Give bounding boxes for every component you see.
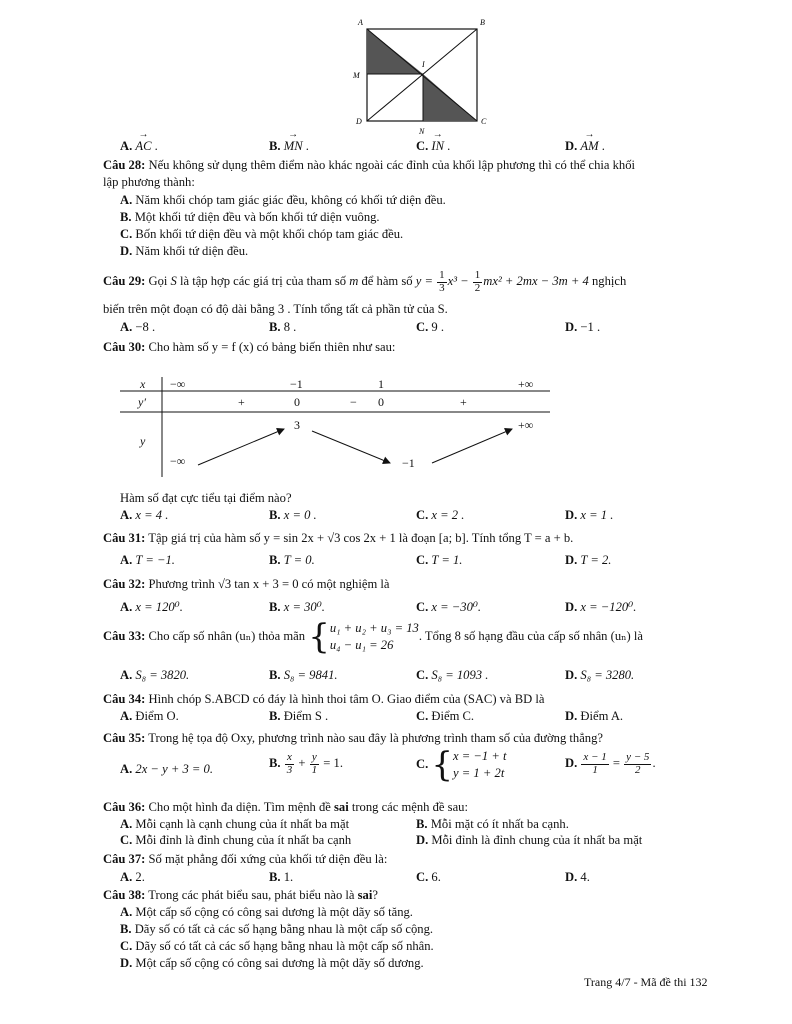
q32-options bbox=[0, 599, 792, 615]
q34-option-a[interactable]: A. Điểm O. bbox=[120, 709, 179, 723]
q29-option-c[interactable]: C. 9 . bbox=[416, 320, 444, 334]
q34-stem: Câu 34: Hình chóp S.ABCD có đáy là hình thoi tâm O. Giao điểm của (SAC) và BD là bbox=[103, 692, 545, 706]
q37-stem: Câu 37: Số mặt phẳng đối xứng của khối tứ diện đều là: bbox=[103, 852, 388, 866]
q32-option-c[interactable]: C. x = −30⁰. bbox=[416, 600, 482, 614]
q29-option-a[interactable]: A. −8 . bbox=[120, 320, 156, 334]
x-pos-inf: +∞ bbox=[518, 377, 534, 391]
x-label: x bbox=[140, 377, 146, 391]
q31-option-b[interactable]: B. T = 0. bbox=[269, 553, 315, 567]
q29-options bbox=[0, 320, 792, 336]
q37-option-d[interactable]: D. 4. bbox=[565, 870, 590, 884]
q36-option-c[interactable]: C. Mỗi đỉnh là đỉnh chung của ít nhất ba cạnh bbox=[120, 833, 352, 847]
variation-table bbox=[120, 377, 560, 477]
q29-stem-line2: biến trên một đoạn có độ dài bằng 3 . Tính tổng tất cả phần tử của S. bbox=[103, 302, 448, 316]
x-neg-inf: −∞ bbox=[170, 377, 186, 391]
q28-option-c[interactable]: C. Bốn khối tứ diện đều và một khối chóp tam giác đều. bbox=[120, 227, 404, 241]
q31-option-d[interactable]: D. T = 2. bbox=[565, 553, 612, 567]
q34-option-d[interactable]: D. Điểm A. bbox=[565, 709, 624, 723]
q33-option-d[interactable]: D. S₈ = 3280. bbox=[565, 668, 635, 682]
q29-option-d[interactable]: D. −1 . bbox=[565, 320, 601, 334]
q35-option-d[interactable]: D. $\frac{x - 1}{1}$ = $\frac{y - 5}{2}$ . bbox=[565, 751, 656, 776]
q29-stem: Câu 29: Gọi S là tập hợp các giá trị của tham số m để hàm số y = $\frac{1}{3}$ x³ − $\frac{1}{2}$ mx² + 2mx − 3m + 4 nghịch bbox=[103, 269, 627, 294]
q37-option-c[interactable]: C. 6. bbox=[416, 870, 441, 884]
q27-option-c[interactable]: C. → IN . bbox=[416, 139, 450, 154]
q34-option-b[interactable]: B. Điểm S . bbox=[269, 709, 329, 723]
q38-option-a[interactable]: A. Một cấp số cộng có công sai dương là một dãy số tăng. bbox=[120, 905, 413, 919]
q33-options bbox=[0, 668, 792, 684]
q28-option-a[interactable]: A. Năm khối chóp tam giác giác đều, không có khối tứ diện đều. bbox=[120, 193, 446, 207]
q34-options bbox=[0, 709, 792, 725]
q35-option-a[interactable]: A. 2x − y + 3 = 0. bbox=[120, 762, 214, 776]
q31-option-c[interactable]: C. T = 1. bbox=[416, 553, 463, 567]
q32-option-a[interactable]: A. x = 120⁰. bbox=[120, 600, 183, 614]
q28-stem: Câu 28: Nếu không sử dụng thêm điểm nào khác ngoài các đỉnh của khối lập phương thì có thể chia khối bbox=[103, 158, 636, 172]
q36-option-d[interactable]: D. Mỗi đỉnh là đỉnh chung của ít nhất ba mặt bbox=[416, 833, 643, 847]
q31-options bbox=[0, 553, 792, 569]
q29-option-b[interactable]: B. 8 . bbox=[269, 320, 297, 334]
q38-stem: Câu 38: Trong các phát biểu sau, phát biểu nào là sai? bbox=[103, 888, 378, 902]
q35-options bbox=[0, 745, 792, 792]
label-C: C bbox=[481, 117, 487, 126]
label-B: B bbox=[480, 18, 485, 27]
q34-option-c[interactable]: C. Điểm C. bbox=[416, 709, 475, 723]
q38-option-c[interactable]: C. Dãy số có tất cả các số hạng bằng nhau là một cấp số nhân. bbox=[120, 939, 434, 953]
q30-options bbox=[0, 508, 792, 524]
yp-plus-2: + bbox=[460, 395, 467, 409]
y-label: y bbox=[140, 434, 146, 448]
q33-option-c[interactable]: C. S₈ = 1093 . bbox=[416, 668, 489, 682]
arrow-down bbox=[312, 431, 390, 463]
arrow-up-2 bbox=[432, 429, 512, 463]
q27-option-d[interactable]: D. → AM . bbox=[565, 139, 605, 154]
q27-option-b[interactable]: B. → MN . bbox=[269, 139, 309, 154]
y-pos-inf: +∞ bbox=[518, 418, 534, 432]
q36-stem: Câu 36: Cho một hình đa diện. Tìm mệnh đề sai trong các mệnh đề sau: bbox=[103, 800, 468, 814]
q32-option-b[interactable]: B. x = 30⁰. bbox=[269, 600, 325, 614]
q32-stem: Câu 32: Phương trình √3 tan x + 3 = 0 có một nghiệm là bbox=[103, 577, 390, 591]
q30-stem: Câu 30: Cho hàm số y = f (x) có bảng biến thiên như sau: bbox=[103, 340, 396, 354]
q31-stem: Câu 31: Tập giá trị của hàm số y = sin 2x + √3 cos 2x + 1 là đoạn [a; b]. Tính tổng T = a + b. bbox=[103, 531, 574, 545]
q27-options bbox=[0, 139, 792, 155]
q37-options bbox=[0, 870, 792, 886]
label-D: D bbox=[356, 117, 362, 126]
q38-option-b[interactable]: B. Dãy số có tất cả các số hạng bằng nhau là một cấp số cộng. bbox=[120, 922, 434, 936]
y-max-3: 3 bbox=[294, 418, 300, 432]
q28-option-d[interactable]: D. Năm khối tứ diện đều. bbox=[120, 244, 249, 258]
y-min-minus-one: −1 bbox=[402, 456, 415, 470]
q35-stem: Câu 35: Trong hệ tọa độ Oxy, phương trình nào sau đây là phương trình tham số của đường thẳng? bbox=[103, 731, 603, 745]
yp-zero-2: 0 bbox=[378, 395, 384, 409]
q30-option-d[interactable]: D. x = 1 . bbox=[565, 508, 614, 522]
q30-option-a[interactable]: A. x = 4 . bbox=[120, 508, 169, 522]
yp-plus-1: + bbox=[238, 395, 245, 409]
q33-option-a[interactable]: A. S₈ = 3820. bbox=[120, 668, 190, 682]
q35-option-b[interactable]: B. $\frac{x}{3}$ + $\frac{y}{1}$ = 1. bbox=[269, 751, 343, 776]
q28-stem-line2: lập phương thành: bbox=[103, 175, 195, 189]
q28-option-b[interactable]: B. Một khối tứ diện đều và bốn khối tứ diện vuông. bbox=[120, 210, 380, 224]
q31-option-a[interactable]: A. T = −1. bbox=[120, 553, 175, 567]
q36-option-a[interactable]: A. Mỗi cạnh là cạnh chung của ít nhất ba mặt bbox=[120, 817, 350, 831]
q27-option-a[interactable]: A. → AC . bbox=[120, 139, 158, 154]
q37-option-b[interactable]: B. 1. bbox=[269, 870, 294, 884]
q32-option-d[interactable]: D. x = −120⁰. bbox=[565, 600, 637, 614]
arrow-up-1 bbox=[198, 429, 284, 465]
label-M: M bbox=[353, 71, 360, 80]
y-neg-inf: −∞ bbox=[170, 454, 186, 468]
x-minus-one: −1 bbox=[290, 377, 303, 391]
label-I: I bbox=[422, 60, 425, 69]
yp-zero-1: 0 bbox=[294, 395, 300, 409]
label-A: A bbox=[358, 18, 363, 27]
q30-question: Hàm số đạt cực tiểu tại điểm nào? bbox=[120, 491, 292, 505]
page-footer: Trang 4/7 - Mã đề thi 132 bbox=[584, 975, 708, 989]
x-one: 1 bbox=[378, 377, 384, 391]
q37-option-a[interactable]: A. 2. bbox=[120, 870, 145, 884]
q30-option-b[interactable]: B. x = 0 . bbox=[269, 508, 317, 522]
yp-minus: − bbox=[350, 395, 357, 409]
label-N: N bbox=[419, 127, 425, 136]
q30-option-c[interactable]: C. x = 2 . bbox=[416, 508, 465, 522]
geometry-figure bbox=[350, 12, 500, 138]
yprime-label: y′ bbox=[138, 395, 146, 409]
q33-stem: Câu 33: Cho cấp số nhân (uₙ) thỏa mãn {u₁ + u₂ + u₃ = 13 u₄ − u₁ = 26. Tổng 8 số hạng đầu của cấp số nhân (uₙ) là bbox=[103, 617, 643, 657]
q33-option-b[interactable]: B. S₈ = 9841. bbox=[269, 668, 338, 682]
q36-option-b[interactable]: B. Mỗi mặt có ít nhất ba cạnh. bbox=[416, 817, 569, 831]
q38-option-d[interactable]: D. Một cấp số cộng có công sai dương là một dãy số dương. bbox=[120, 956, 424, 970]
q35-option-c[interactable]: C. {x = −1 + t y = 1 + 2t bbox=[416, 745, 507, 785]
